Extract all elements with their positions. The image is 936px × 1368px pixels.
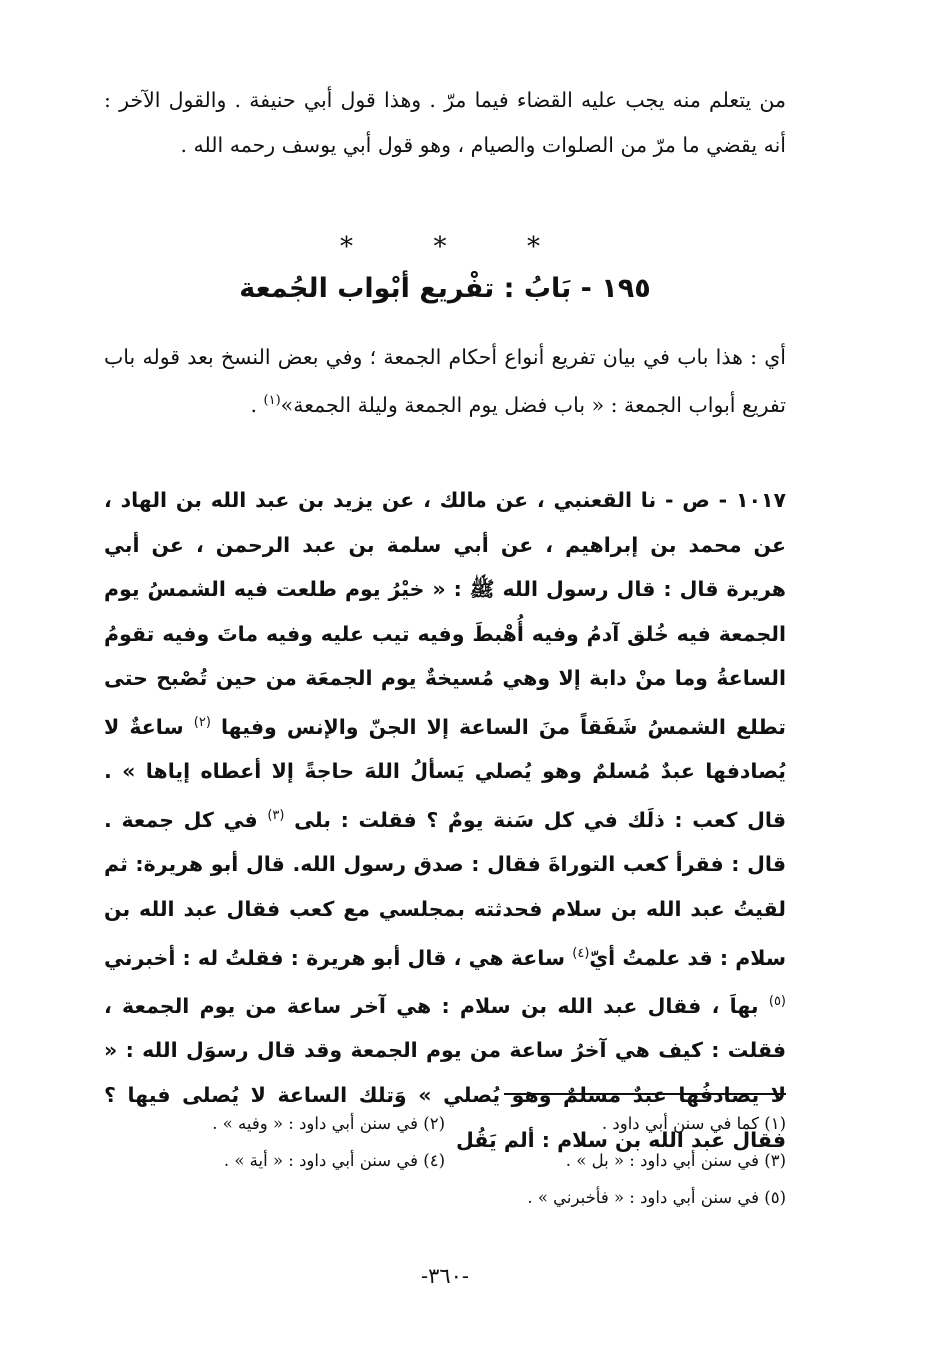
top-paragraph: من يتعلم منه يجب عليه القضاء فيما مرّ . وهذا قول أبي حنيفة . والقول الآخر : أنه يقضي ما مرّ من الصلوات والصيام ، وهو قول أبي يوسف رحمه الله . [104,88,786,157]
footnote-5: (٥) في سنن أبي داود : « فأخبرني » . [527,1188,786,1207]
hadith-text-5: بهاَ ، فقال عبد الله بن سلام : هي آخر ساعة من يوم الجمعة ، فقلت : كيف هي آخرُ ساعة من يوم الجمعة وقد قال رسوَل الله : « لا يصادفُها عبدٌ مسلمٌ وهو يُصلي » وَتلك الساعة لا يُصلى فيها ؟ فقال عبد الله بن سلام : ألم يَقُل [104,993,786,1152]
section-separator [340,232,540,262]
footnote-divider [504,1093,786,1095]
footnote-4: (٤) في سنن أبي داود : « أية » . [223,1151,445,1170]
hadith-text-1: ١٠١٧ - ص - نا القعنبي ، عن مالك ، عن يزيد بن عبد الله بن الهاد ، عن محمد بن إبراهيم ، عن أبي سلمة بن عبد الرحمن ، عن أبي هريرة قال : قال رسول الله ﷺ : « خيْرُ يوم طلعت فيه الشمسُ يوم الجمعة فيه خُلق آدمُ وفيه أُهْبطَ وفيه تيب عليه وفيه ماتَ وفيه تقومُ الساعةُ وما منْ دابة إلا وهي مُسيخةٌ يوم الجمعَة من حين تُصْبح حتى تطلع الشمسُ شَفَقاً منَ الساعة إلا الجنّ والإنس وفيها [104,488,786,739]
footnotes [104,1105,786,1216]
hadith-paragraph [104,478,786,1162]
chapter-title: ١٩٥ - بَابُ : تفْريع أبْواب الجُمعة [239,273,651,304]
separator-star: * [340,232,353,262]
footnote-row [104,1142,786,1179]
intro-paragraph [104,336,786,427]
page-body [104,78,786,168]
intro-end: . [250,392,264,417]
footnote-ref-1: (١) [263,393,281,408]
separator-star: * [527,232,540,262]
footnote-1: (١) كما في سنن أبي داود . [601,1114,786,1133]
hadith-text-2: ساعةٌ لا يُصادفها عبدٌ مُسلمٌ وهو يُصلي يَسألُ اللهَ حاجةً إلا أعطاه إياها » . قال كعب : ذلَك في كل سَنة يومٌ ؟ فقلت : بلى [104,714,787,832]
intro-text: أي : هذا باب في بيان تفريع أنواع أحكام الجمعة ؛ وفي بعض النسخ بعد قوله باب تفريع أبواب الجمعة : « باب فضل يوم الجمعة وليلة الجمعة» [104,345,786,417]
footnote-3: (٣) في سنن أبي داود : « بل » . [565,1151,786,1170]
footnote-ref-3: (٣) [267,807,285,823]
footnote-row [104,1105,786,1142]
separator-star: * [433,232,447,262]
page-number: -٣٦٠- [420,1264,470,1288]
footnote-ref-4: (٤) [572,945,590,961]
hadith-text-3: في كل جمعة . قال : فقرأ كعب التوراةَ فقال : صدق رسول الله. قال أبو هريرة: ثم لقيتُ عبد الله بن سلام فحدثته بمجلسي مع كعب فقال عبد الله بن سلام : قد علمتُ أيّ [104,807,786,970]
footnote-ref-2: (٢) [193,714,211,730]
footnote-ref-5: (٥) [768,994,786,1010]
footnote-2: (٢) في سنن أبي داود : « وفيه » . [212,1114,445,1133]
hadith-text-4: ساعة هي ، قال أبو هريرة : فقلتُ له : أخبرني [104,945,573,970]
footnote-row [104,1179,786,1216]
